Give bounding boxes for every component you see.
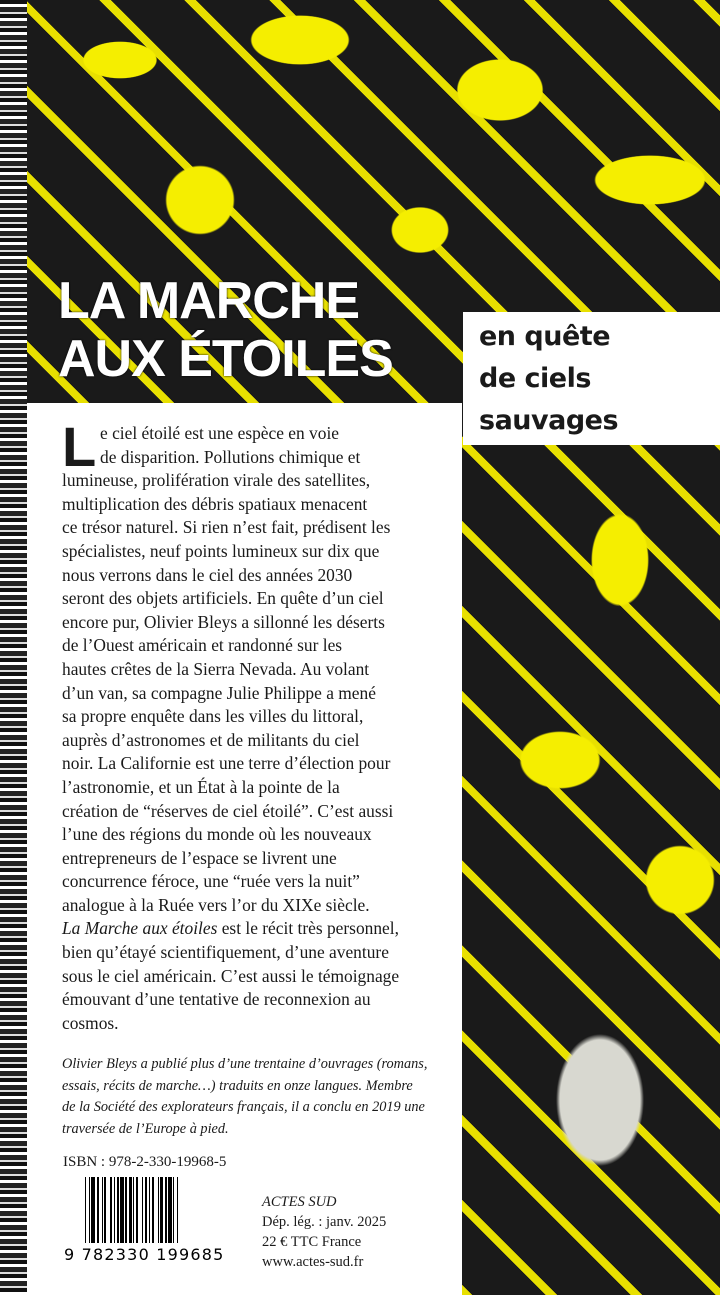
blurb-line: sa propre enquête dans les villes du littoral, xyxy=(62,706,364,727)
blurb-line: hautes crêtes de la Sierra Nevada. Au volant xyxy=(62,658,370,679)
bio-line: essais, récits de marche…) traduits en onze langues. Membre xyxy=(62,1077,413,1094)
blurb-line: encore pur, Olivier Bleys a sillonné les déserts xyxy=(62,611,385,632)
subtitle-line: de ciels xyxy=(479,363,591,394)
blurb-line: multiplication des débris spatiaux menacent xyxy=(62,493,368,514)
barcode-bar xyxy=(178,1177,179,1243)
website: www.actes-sud.fr xyxy=(262,1254,364,1270)
blurb-line: l’astronomie, et un État à la pointe de la xyxy=(62,776,340,797)
blurb-line: entrepreneurs de l’espace se livrent une xyxy=(62,847,337,868)
bio-line: de la Société des explorateurs français, il a conclu en 2019 une xyxy=(62,1099,425,1115)
title-line: AUX ÉTOILES xyxy=(58,330,393,388)
blurb-line: l’une des régions du monde où les nouveaux xyxy=(62,824,372,845)
title-line: LA MARCHE xyxy=(58,272,360,330)
author-bio xyxy=(62,1054,460,1140)
blurb-line xyxy=(62,917,460,941)
book-title-italic: La Marche aux étoiles xyxy=(62,918,218,939)
blurb-line: auprès d’astronomes et de militants du ciel xyxy=(62,729,360,750)
blurb-line: émouvant d’une tentative de reconnexion au xyxy=(62,989,371,1010)
blurb-line: concurrence féroce, une “ruée vers la nuit” xyxy=(62,871,360,892)
blurb-line: nous verrons dans le ciel des années 2030 xyxy=(62,564,353,585)
blurb-line: analogue à la Ruée vers l’or du XIXe siècle. xyxy=(62,894,370,915)
blurb-line: ce trésor naturel. Si rien n’est fait, prédisent les xyxy=(62,517,391,538)
blurb-line: création de “réserves de ciel étoilé”. C’est aussi xyxy=(62,800,394,821)
cover-edge-texture xyxy=(0,0,27,1295)
blurb-line: d’un van, sa compagne Julie Philippe a mené xyxy=(62,682,376,703)
barcode xyxy=(85,1177,250,1243)
blurb-line: cosmos. xyxy=(62,1012,119,1033)
blurb-line: sous le ciel américain. C’est aussi le témoignage xyxy=(62,965,400,986)
subtitle-line: sauvages xyxy=(479,405,619,436)
book-title xyxy=(58,272,393,388)
blurb-text: est le récit très personnel, xyxy=(217,918,399,939)
blurb-line: seront des objets artificiels. En quête d’un ciel xyxy=(62,588,384,609)
blurb-line: de l’Ouest américain et randonné sur les xyxy=(62,635,343,656)
blurb xyxy=(62,415,460,1035)
publisher-name: ACTES SUD xyxy=(262,1194,337,1210)
subtitle-line: en quête xyxy=(479,321,611,352)
bio-line: traversée de l’Europe à pied. xyxy=(62,1120,229,1137)
legal-deposit: Dép. lég. : janv. 2025 xyxy=(262,1214,387,1230)
subtitle-box xyxy=(463,312,720,445)
blurb-line: lumineuse, prolifération virale des satellites, xyxy=(62,470,371,491)
publisher-info xyxy=(262,1192,386,1272)
barcode-number: 9 782330 199685 xyxy=(64,1245,225,1264)
blurb-line: spécialistes, neuf points lumineux sur dix que xyxy=(62,540,380,561)
blurb-line: e ciel étoilé est une espèce en voie xyxy=(100,423,340,443)
blurb-line: de disparition. Pollutions chimique et xyxy=(100,446,361,467)
bio-line: Olivier Bleys a publié plus d’une trentaine d’ouvrages (romans, xyxy=(62,1056,428,1072)
blurb-line: noir. La Californie est une terre d’élection pour xyxy=(62,753,391,774)
blurb-line: bien qu’étayé scientifiquement, d’une aventure xyxy=(62,942,389,963)
drop-cap: L xyxy=(62,415,97,478)
isbn: ISBN : 978-2-330-19968-5 xyxy=(63,1154,227,1170)
price: 22 € TTC France xyxy=(262,1234,362,1250)
